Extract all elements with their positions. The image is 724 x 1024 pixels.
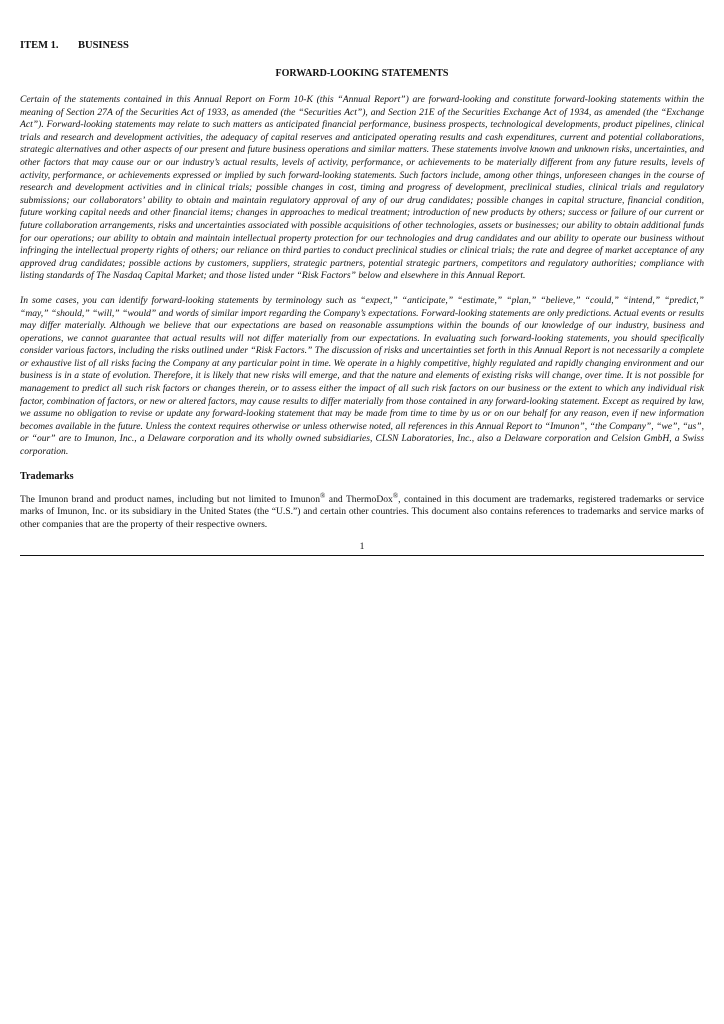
item-title: BUSINESS: [78, 40, 129, 51]
trademarks-text-3: , contained in this document are trademarks, registered trademarks or service marks of Imunon, Inc. or its subsidiary in the United States (the “U.S.”) and certain other countries. This document also contains references to trademarks and service marks of other companies that are the property of their respective owners.: [20, 493, 704, 530]
trademarks-title: Trademarks: [20, 470, 74, 482]
page-number: 1: [359, 541, 365, 553]
forward-looking-title: FORWARD-LOOKING STATEMENTS: [275, 68, 449, 79]
forward-looking-paragraph-2: In some cases, you can identify forward-looking statements by terminology such as “expect,” “anticipate,” “estimate,” “plan,” “believe,” “could,” “intend,” “predict,” “may,” “should,” “will,” “would” and words of similar import regarding the Company’s expectations. Forward-looking statements are only predictions. Actual events or results may differ materially. Although we believe that our expectations are based on reasonable assumptions within the bounds of our knowledge of our industry, business and operations, we cannot guarantee that actual results will not differ materially from our expectations. In evaluating such forward-looking statements, you should specifically consider various factors, including the risks outlined under “Risk Factors.” The discussion of risks and uncertainties set forth in this Annual Report is not necessarily a complete or exhaustive list of all risks facing the Company at any particular point in time. We operate in a highly competitive, highly regulated and rapidly changing environment and our business is in a state of evolution. Therefore, it is likely that new risks will emerge, and that the nature and elements of existing risks will change, over time. It is not possible for management to predict all such risk factors or changes therein, or to assess either the impact of all such risk factors on our business or the extent to which any individual risk factor, combination of factors, or new or altered factors, may cause results to differ materially from those contained in any forward-looking statement. Except as required by law, we assume no obligation to revise or update any forward-looking statement that may be made from time to time by us or on our behalf for any reason, even if new information becomes available in the future. Unless the context requires otherwise or unless otherwise noted, all references in this Annual Report to “Imunon”, “the Company”, “we”, “us”, or “our” are to Imunon, Inc., a Delaware corporation and its wholly owned subsidiaries, CLSN Laboratories, Inc., also a Delaware corporation and Celsion GmbH, a Swiss corporation.: [20, 294, 704, 458]
item-heading: [20, 40, 704, 54]
trademarks-text-2: and ThermoDox: [325, 493, 393, 505]
footer-rule: [20, 555, 704, 556]
document-page: [20, 40, 704, 556]
forward-looking-paragraph-1: Certain of the statements contained in this Annual Report on Form 10-K (this “Annual Report”) are forward-looking and constitute forward-looking statements within the meaning of Section 27A of the Securities Act of 1933, as amended (the “Securities Act”), and Section 21E of the Securities Exchange Act of 1934, as amended (the “Exchange Act”). Forward-looking statements may relate to such matters as anticipated financial performance, business prospects, technological developments, product pipelines, clinical trials and research and development activities, the adequacy of capital reserves and anticipated operating results and cash expenditures, current and potential collaborations, strategic alternatives and other aspects of our present and future business operations and similar matters. These statements involve known and unknown risks, uncertainties, and other factors that may cause our or our industry’s actual results, levels of activity, performance, or achievements to be materially different from any future results, levels of activity, performance, or achievements expressed or implied by such forward-looking statements. Such factors include, among other things, unforeseen changes in the course of research and development activities and in clinical trials; possible changes in cost, timing and progress of development, preclinical studies, clinical trials and regulatory submissions; our collaborators’ ability to obtain and maintain regulatory approval of any of our drug candidates; possible changes in capital structure, financial condition, future working capital needs and other financial items; changes in approaches to medical treatment; introduction of new products by others; success or failure of our current or future collaboration arrangements, risks and uncertainties associated with possible acquisitions of other technologies, assets or businesses; our ability to obtain additional funds for our operations; our ability to obtain and maintain intellectual property protection for our technologies and drug candidates and our ability to operate our business without infringing the intellectual property rights of others; our reliance on third parties to conduct preclinical studies or clinical trials; the rate and degree of market acceptance of any approved drug candidates; possible actions by customers, suppliers, strategic partners, potential strategic partners, competitors and regulatory authorities; compliance with listing standards of The Nasdaq Capital Market; and those listed under “Risk Factors” below and elsewhere in this Annual Report.: [20, 94, 704, 282]
trademarks-paragraph: [20, 491, 704, 532]
item-number: ITEM 1.: [20, 40, 59, 51]
registered-mark-imunon: ®: [320, 491, 326, 500]
trademarks-text-1: The Imunon brand and product names, including but not limited to Imunon: [20, 493, 321, 505]
registered-mark-thermodox: ®: [392, 491, 399, 500]
